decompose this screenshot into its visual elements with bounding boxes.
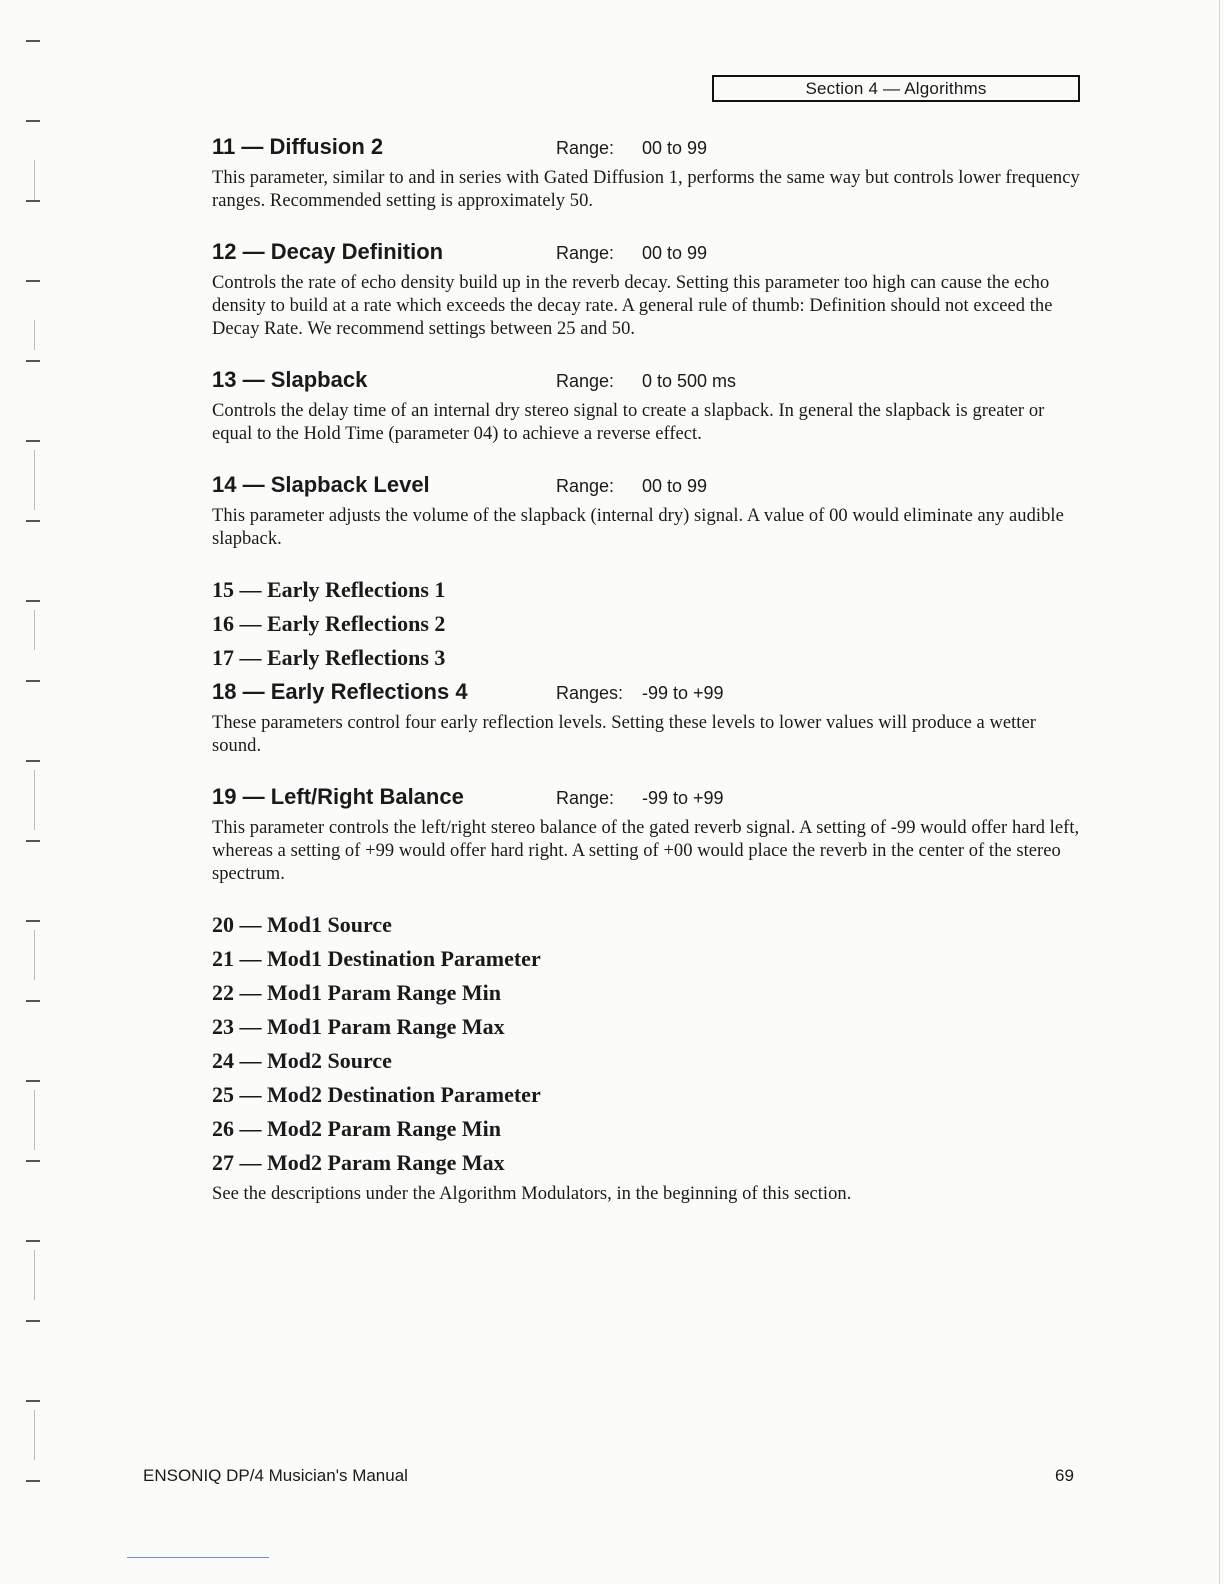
range-label: Range: [556, 476, 615, 496]
range-label: Ranges: [556, 683, 624, 703]
range-label: Range: [556, 243, 615, 263]
param-13 [212, 363, 1082, 446]
param-description: Controls the rate of echo density build up in the reverb decay. Setting this parameter too high can cause the echo density to build at a rate which exceeds the decay rate. A general rule of thumb: Definition should not exceed the Decay Rate. We recommend settings between 25 and 50. [212, 273, 1053, 339]
range-value: -99 to +99 [642, 788, 724, 808]
page-number: 69 [1055, 1466, 1074, 1485]
param-14 [212, 468, 1082, 551]
param-description: These parameters control four early reflection levels. Setting these levels to lower values will produce a wetter sound. [212, 713, 1036, 756]
param-description: This parameter controls the left/right stereo balance of the gated reverb signal. A setting of -99 would offer hard left, whereas a setting of +99 would offer hard right. A setting of +00 would place the reverb in the center of the stereo spectrum. [212, 818, 1080, 884]
section-header: Section 4 — Algorithms [805, 79, 987, 98]
param-title: 12 — Decay Definition [212, 239, 444, 264]
param-12 [212, 235, 1082, 341]
scan-right-edge [1219, 0, 1220, 1584]
param-title: 24 — Mod2 Source [212, 1048, 392, 1073]
range-value: -99 to +99 [642, 683, 724, 703]
section-header-box [712, 75, 1080, 102]
page-content [212, 130, 1082, 1206]
range-label: Range: [556, 788, 615, 808]
range-value: 00 to 99 [642, 476, 708, 496]
param-description: This parameter, similar to and in series with Gated Diffusion 1, performs the same way but controls lower frequency ranges. Recommended setting is approximately 50. [212, 168, 1080, 211]
param-title: 18 — Early Reflections 4 [212, 679, 468, 704]
range-value: 0 to 500 ms [642, 371, 737, 391]
range-value: 00 to 99 [642, 243, 708, 263]
param-title: 16 — Early Reflections 2 [212, 611, 446, 636]
param-title: 20 — Mod1 Source [212, 912, 392, 937]
param-title: 19 — Left/Right Balance [212, 784, 464, 809]
params-15-18 [212, 573, 1082, 758]
param-title: 25 — Mod2 Destination Parameter [212, 1082, 541, 1107]
param-title: 23 — Mod1 Param Range Max [212, 1014, 505, 1039]
param-11 [212, 130, 1082, 213]
param-title: 17 — Early Reflections 3 [212, 645, 446, 670]
param-title: 15 — Early Reflections 1 [212, 577, 446, 602]
param-description: Controls the delay time of an internal dry stereo signal to create a slapback. In general the slapback is greater or equal to the Hold Time (parameter 04) to achieve a reverse effect. [212, 401, 1045, 444]
param-description: This parameter adjusts the volume of the slapback (internal dry) signal. A value of 00 would eliminate any audible slapback. [212, 506, 1064, 549]
param-description: See the descriptions under the Algorithm Modulators, in the beginning of this section. [212, 1184, 852, 1204]
scan-edge-line [127, 1557, 269, 1558]
param-title: 21 — Mod1 Destination Parameter [212, 946, 541, 971]
param-19 [212, 780, 1082, 886]
param-title: 13 — Slapback [212, 367, 368, 392]
params-20-27 [212, 908, 1082, 1206]
binding-edge-marks [26, 30, 40, 1510]
param-title: 11 — Diffusion 2 [212, 134, 384, 159]
range-value: 00 to 99 [642, 138, 708, 158]
param-title: 22 — Mod1 Param Range Min [212, 980, 502, 1005]
footer-manual-title: ENSONIQ DP/4 Musician's Manual [143, 1466, 408, 1485]
param-title: 27 — Mod2 Param Range Max [212, 1150, 505, 1175]
param-title: 26 — Mod2 Param Range Min [212, 1116, 502, 1141]
range-label: Range: [556, 138, 615, 158]
range-label: Range: [556, 371, 615, 391]
param-title: 14 — Slapback Level [212, 472, 430, 497]
